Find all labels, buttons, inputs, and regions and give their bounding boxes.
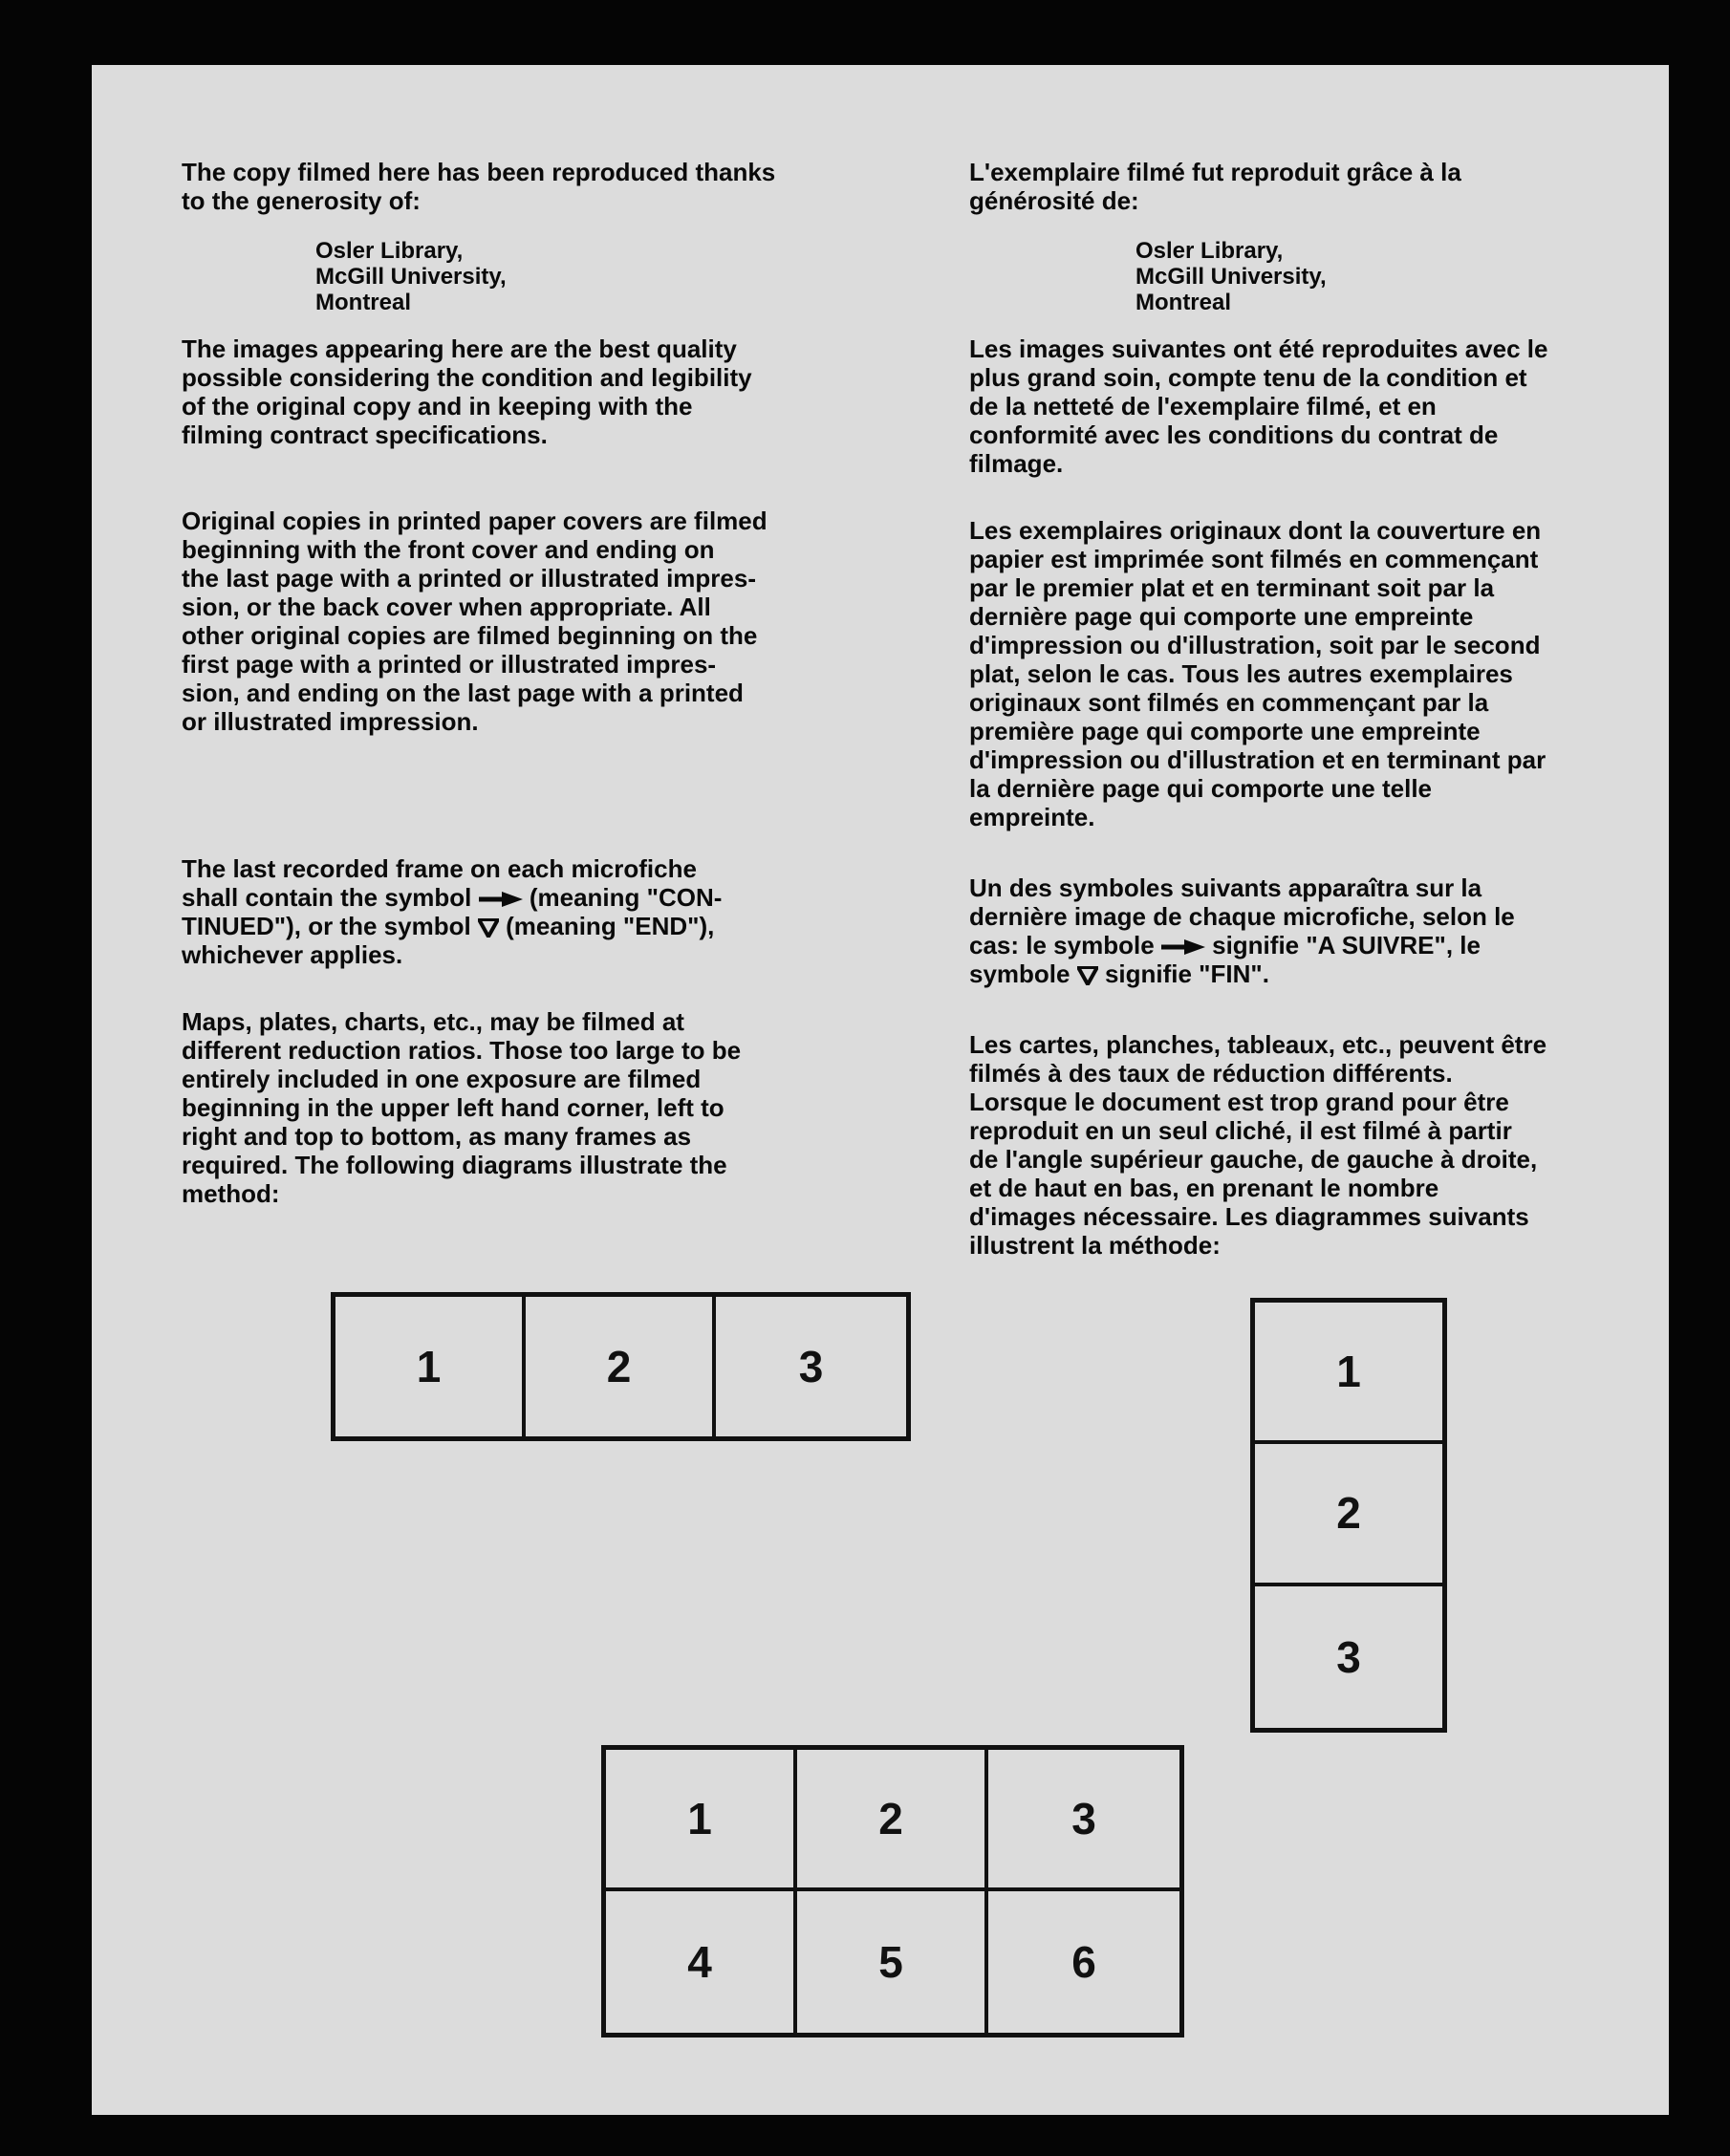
diagram-cell: 1	[1255, 1303, 1442, 1444]
triangle-down-icon	[478, 918, 499, 938]
english-symbol-text-3: (meaning "END"), whichever applies.	[182, 912, 715, 969]
diagram-cell: 2	[1255, 1444, 1442, 1585]
french-library: Osler Library, McGill University, Montreal	[1135, 238, 1327, 315]
diagram-cell: 1	[606, 1750, 797, 1891]
diagram-cell: 2	[526, 1297, 716, 1436]
english-quality-paragraph: The images appearing here are the best quality possible considering the condition and legibility of the original copy and in keeping with the filming contract specifications.	[182, 334, 752, 449]
french-quality-paragraph: Les images suivantes ont été reproduites avec le plus grand soin, compte tenu de la condition et de la netteté de l'exemplaire filmé, et en conformité avec les conditions du contrat de filmage.	[969, 334, 1548, 478]
french-symbol-text-2: signifie "A SUIVRE", le symbole	[969, 931, 1481, 988]
diagram-cell: 3	[1336, 1631, 1361, 1682]
french-symbol-text-1: Un des symboles suivants apparaîtra sur la dernière image de chaque microfiche, selon le cas: le symbole	[969, 873, 1515, 959]
document-page	[92, 65, 1669, 2115]
diagram-cell: 3	[798, 1342, 824, 1391]
diagram-cell: 6	[1071, 1937, 1096, 1987]
french-maps-paragraph: Les cartes, planches, tableaux, etc., peuvent être filmés à des taux de réduction différents. Lorsque le document est trop grand pour être reproduit en un seul cliché, il est filmé à partir de l'angle supérieur gauche, de gauche à droite, et de haut en bas, en prenant le nombre d'images nécessaire. Les diagrammes suivants illustrent la méthode:	[969, 1030, 1547, 1260]
diagram-grid	[601, 1745, 1184, 2037]
english-library: Osler Library, McGill University, Montreal	[315, 238, 507, 315]
triangle-down-icon	[1077, 966, 1098, 985]
english-column	[182, 158, 803, 1208]
french-intro: L'exemplaire filmé fut reproduit grâce à la générosité de:	[969, 158, 1461, 215]
diagram-horizontal	[331, 1292, 911, 1441]
diagram-cell: 1	[335, 1297, 526, 1436]
diagram-cell: 5	[797, 1891, 988, 2033]
french-symbol-paragraph	[969, 873, 1638, 988]
english-intro: The copy filmed here has been reproduced thanks to the generosity of:	[182, 158, 776, 215]
diagram-cell: 3	[988, 1750, 1179, 1891]
diagram-vertical	[1250, 1298, 1447, 1733]
french-symbol-text-3: signifie "FIN".	[1097, 959, 1269, 988]
english-maps-paragraph: Maps, plates, charts, etc., may be filmed at different reduction ratios. Those too large to be entirely included in one exposure are filmed beginning in the upper left hand corner, left to right and top to bottom, as many frames as required. The following diagrams illustrate the method:	[182, 1007, 742, 1208]
french-column	[969, 158, 1638, 1260]
arrow-icon	[1161, 938, 1205, 957]
english-symbol-text-1: The last recorded frame on each microfiche shall contain the symbol	[182, 854, 697, 912]
english-symbol-paragraph	[182, 854, 803, 969]
diagram-cell: 4	[606, 1891, 797, 2033]
english-symbol-text-2: (meaning "CON- TINUED"), or the symbol	[182, 883, 723, 940]
diagram-cell: 2	[797, 1750, 988, 1891]
english-original-paragraph: Original copies in printed paper covers are filmed beginning with the front cover and ending on the last page with a printed or illustrated impres- sion, or the back cover when appropriate. All other original copies are filmed beginning on the first page with a printed or illustrated impres- sion, and ending on the last page with a printed or illustrated impression.	[182, 507, 768, 736]
french-original-paragraph: Les exemplaires originaux dont la couverture en papier est imprimée sont filmés en commençant par le premier plat et en terminant soit par la dernière page qui comporte une empreinte d'impression ou d'illustration, soit par le second plat, selon le cas. Tous les autres exemplaires originaux sont filmés en commençant par la première page qui comporte une empreinte d'impression ou d'illustration et en terminant par la dernière page qui comporte une telle empreinte.	[969, 516, 1546, 831]
arrow-icon	[479, 890, 523, 909]
